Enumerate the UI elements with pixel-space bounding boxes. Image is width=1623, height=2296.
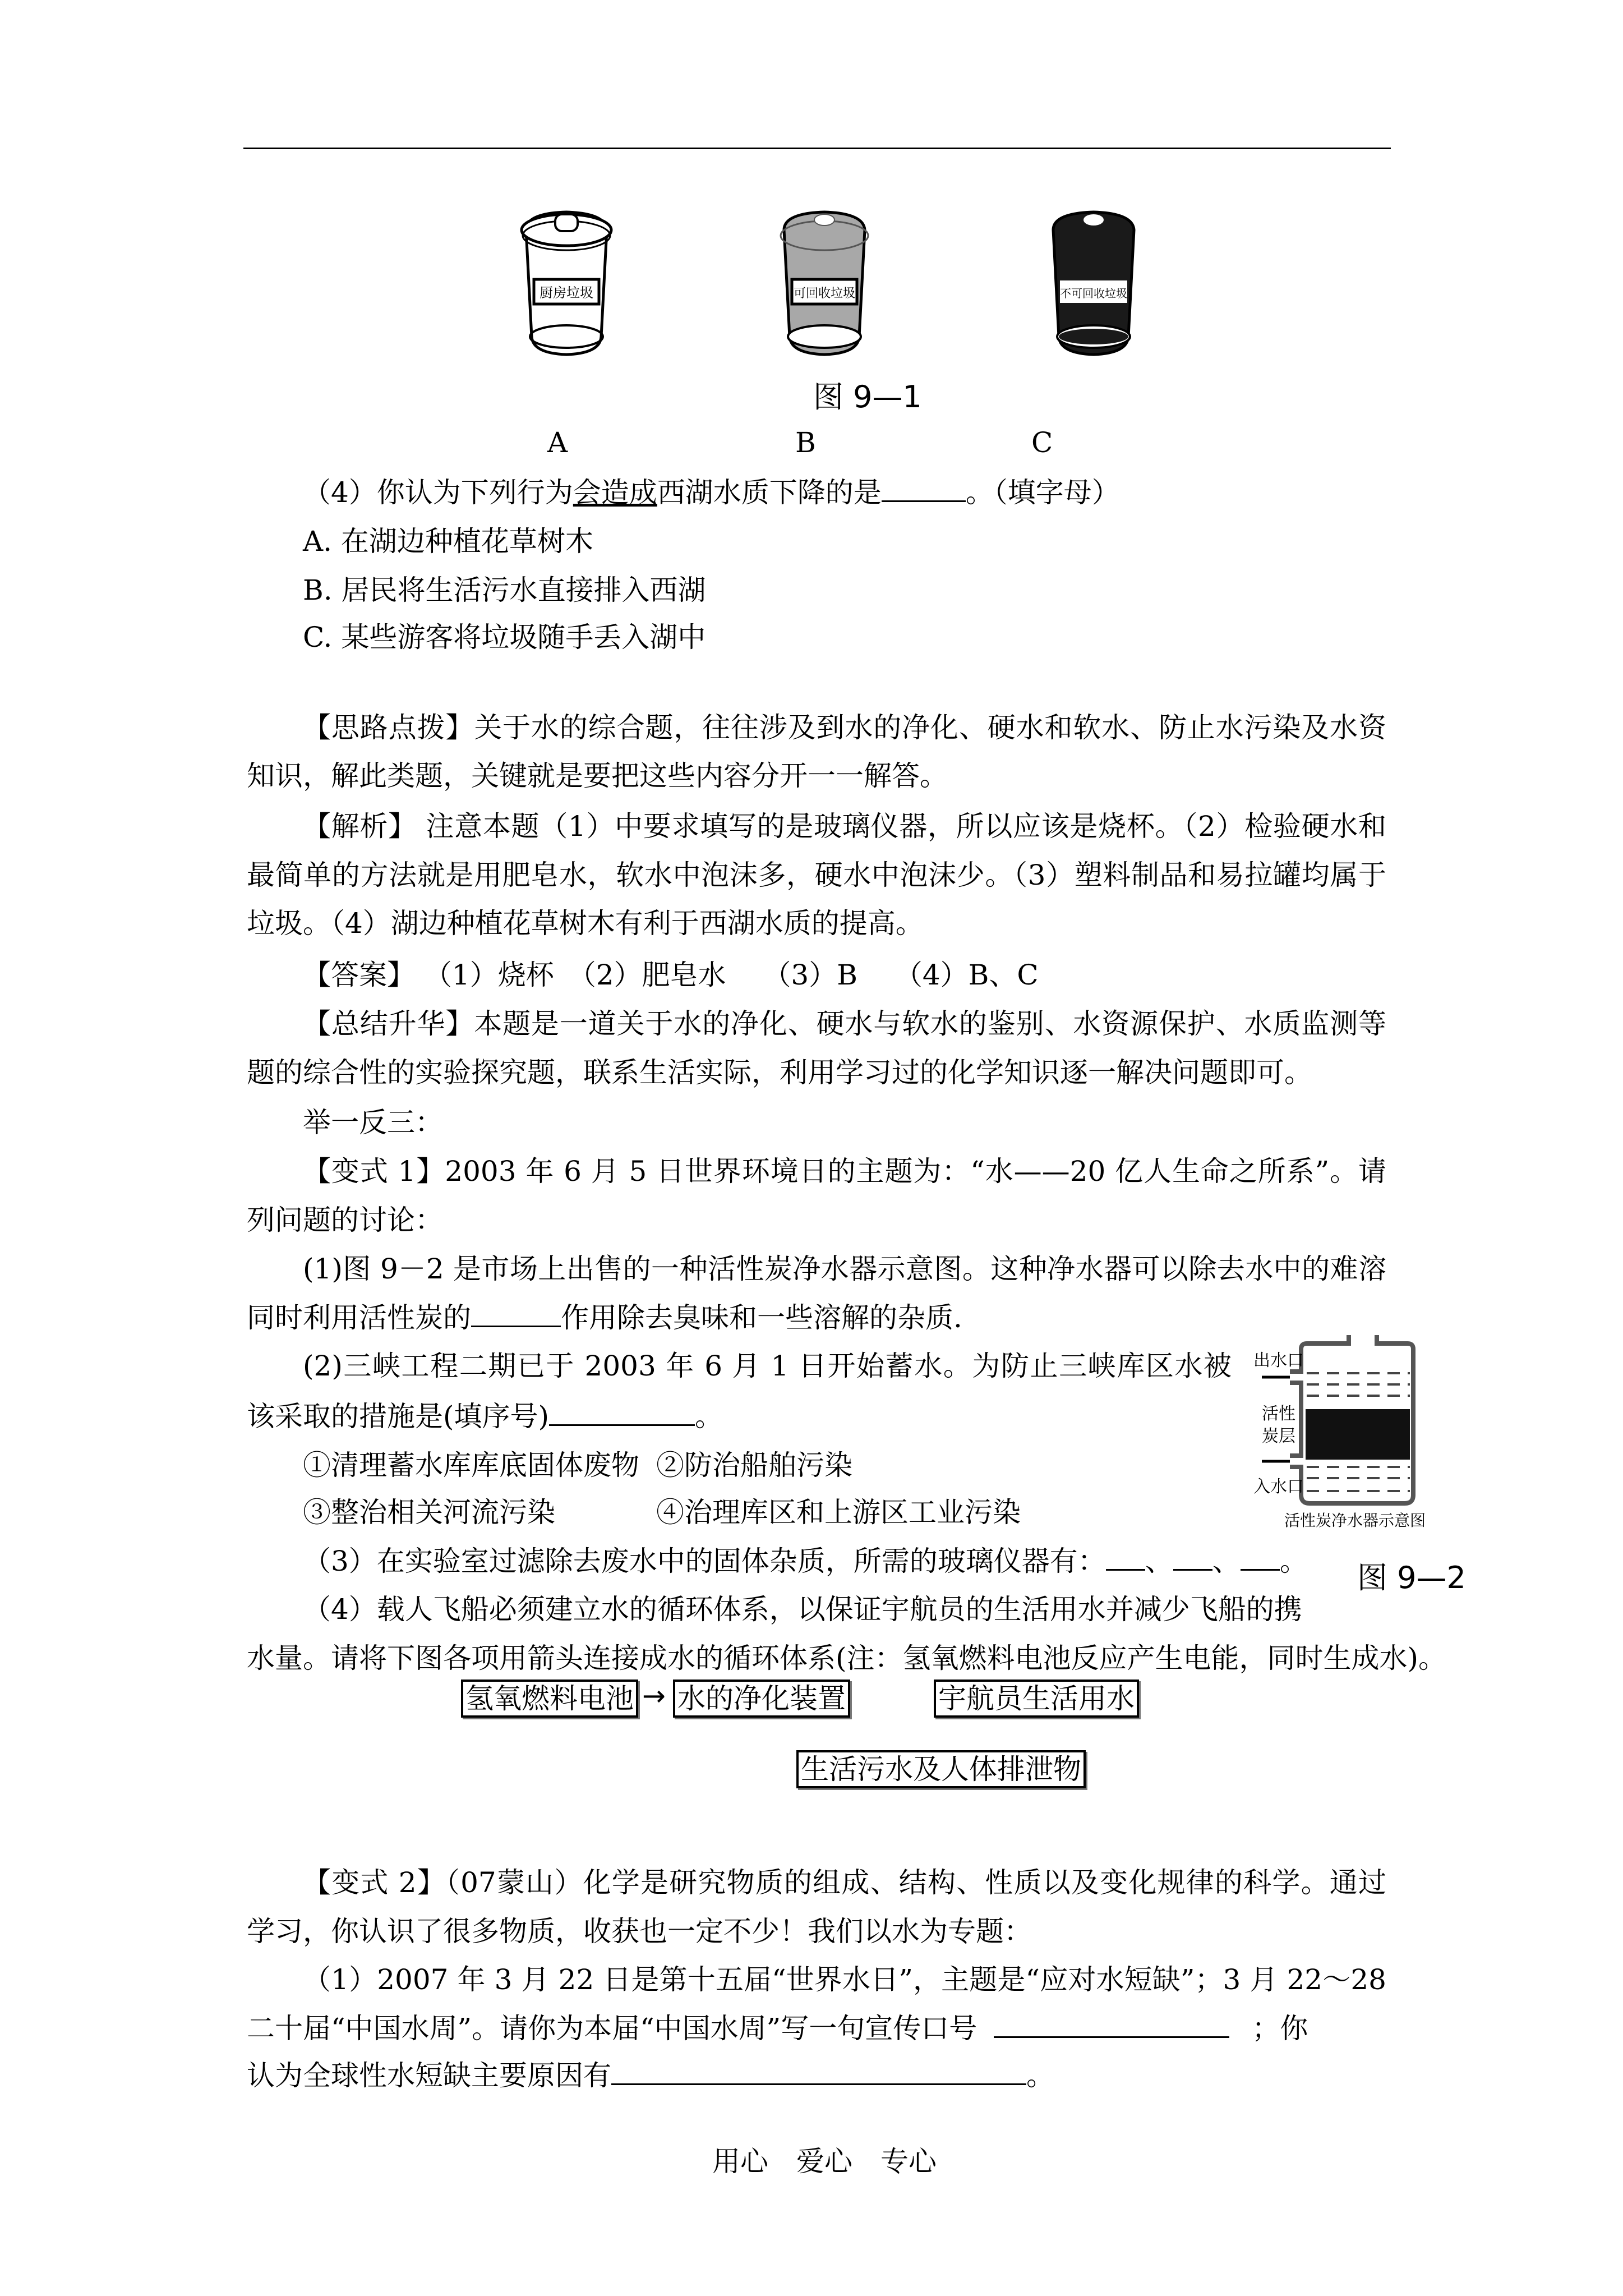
slogan-blank[interactable] [994,2012,1229,2038]
q3-sep: 、 [1145,1545,1173,1577]
variant1-q3 [303,1544,1308,1578]
answer-line: 【答案】 （1）烧杯 （2）肥皂水 （3）B （4）B、C [303,959,1039,991]
variant1-intro: 【变式 1】2003 年 6 月 5 日世界环境日的主题为：“水——20 亿人生命之所系”。请 [303,1155,1386,1188]
bin-letter-c: C [1031,426,1053,459]
answer-blank[interactable] [1106,1544,1145,1571]
practice-heading: 举一反三： [303,1106,443,1139]
measure-4: ④治理库区和上游区工业污染 [656,1496,1021,1529]
carbon-label: 炭层 [1262,1427,1295,1446]
inlet-label: 入水口 [1253,1477,1304,1497]
q2-text: 该采取的措施是(填序号) [247,1400,550,1433]
flow-box-purifier: 水的净化装置 [673,1680,850,1718]
measure-3: ③整治相关河流污染 [303,1496,555,1529]
hint-line: 知识，解此类题，关键就是要把这些内容分开一一解答。 [247,760,948,792]
variant1-q4: 水量。请将下图各项用箭头连接成水的循环体系(注：氢氧燃料电池反应产生电能，同时生成水)。 [247,1642,1447,1674]
q3-sep: 、 [1212,1545,1241,1577]
bin-letter-a: A [547,426,568,459]
answer-blank[interactable] [471,1301,561,1327]
answer-blank[interactable] [882,476,966,502]
analysis-line: 垃圾。（4）湖边种植花草树木有利于西湖水质的提高。 [247,907,924,940]
figure-9-2-caption: 图 9—2 [1357,1560,1466,1595]
analysis-line: 【解析】 注意本题（1）中要求填写的是玻璃仪器，所以应该是烧杯。（2）检验硬水和 [303,810,1386,843]
bin-c-label: 不可回收垃圾 [1060,287,1127,300]
q3-end: 。 [1279,1545,1308,1577]
q1-text: 作用除去臭味和一些溶解的杂质. [561,1301,962,1334]
bin-c-non-recyclable [1053,212,1134,355]
flow-box-fuel-cell: 氢氧燃料电池 [461,1680,638,1718]
q1-text: 认为全球性水短缺主要原因有 [247,2059,611,2092]
variant1-intro: 列问题的讨论： [247,1204,443,1236]
variant1-q1: (1)图 9－2 是市场上出售的一种活性炭净水器示意图。这种净水器可以除去水中的难溶 [303,1253,1386,1285]
figure-9-1-trash-bins [516,202,1223,370]
analysis-line: 最简单的方法就是用肥皂水，软水中泡沫多，硬水中泡沫少。（3）塑料制品和易拉罐均属于 [247,859,1386,891]
bin-letter-b: B [795,426,816,459]
cause-blank[interactable] [611,2059,1026,2085]
bin-a-kitchen-waste [522,212,611,355]
hint-line: 【思路点拨】关于水的综合题，往往涉及到水的净化、硬水和软水、防止水污染及水资 [303,711,1386,744]
purifier-title: 活性炭净水器示意图 [1284,1511,1426,1530]
answer-blank[interactable] [549,1400,695,1426]
question-4 [303,476,1120,509]
variant1-q4: （4）载人飞船必须建立水的循环体系，以保证宇航员的生活用水并减少飞船的携 [303,1593,1302,1626]
variant2-intro: 学习，你认识了很多物质，收获也一定不少！我们以水为专题： [247,1915,1032,1948]
q4-middle: 西湖水质下降的是 [657,476,882,509]
q4-underlined: 会造成 [573,476,657,509]
variant2-q1 [247,2059,1054,2092]
q1-text: ；你 [1252,2012,1308,2045]
flow-box-astronaut-water: 宇航员生活用水 [934,1680,1139,1718]
summary-line: 【总结升华】本题是一道关于水的净化、硬水与软水的鉴别、水资源保护、水质监测等 [303,1007,1386,1040]
variant2-q1: （1）2007 年 3 月 22 日是第十五届“世界水日”，主题是“应对水短缺”；3 月 22～28 [303,1963,1386,1996]
variant2-q1 [247,2012,1308,2045]
variant1-q2: (2)三峡工程二期已于 2003 年 6 月 1 日开始蓄水。为防止三峡库区水被 [303,1350,1232,1382]
measure-2: ②防治船舶污染 [656,1449,852,1481]
option-a: A. 在湖边种植花草树木 [303,525,593,558]
variant1-q1 [247,1301,962,1335]
q1-text: 同时利用活性炭的 [247,1301,471,1334]
variant1-q2 [247,1400,723,1433]
flow-arrow-icon: → [642,1680,666,1712]
answer-blank[interactable] [1173,1544,1212,1571]
q3-text: （3）在实验室过滤除去废水中的固体杂质，所需的玻璃仪器有： [303,1545,1106,1577]
q4-prefix: （4）你认为下列行为 [303,476,573,509]
q1-text: 二十届“中国水周”。请你为本届“中国水周”写一句宣传口号 [247,2012,978,2045]
bin-b-label: 可回收垃圾 [793,287,856,301]
outlet-label: 出水口 [1253,1351,1304,1370]
q1-text: 。 [1026,2059,1054,2092]
measure-1: ①清理蓄水库库底固体废物 [303,1449,639,1481]
figure-9-2-water-purifier [1251,1329,1475,1531]
summary-line: 题的综合性的实验探究题，联系生活实际，利用学习过的化学知识逐一解决问题即可。 [247,1056,1312,1089]
flow-box-waste-water: 生活污水及人体排泄物 [796,1750,1086,1788]
q4-suffix: 。（填字母） [965,476,1120,509]
option-b: B. 居民将生活污水直接排入西湖 [303,574,706,606]
option-c: C. 某些游客将垃圾随手丢入湖中 [303,621,706,654]
variant2-intro: 【变式 2】（07蒙山）化学是研究物质的组成、结构、性质以及变化规律的科学。通过 [303,1866,1386,1899]
figure-9-1-caption: 图 9—1 [813,379,922,415]
bin-b-recyclable [781,212,868,355]
q2-text: 。 [695,1400,723,1433]
header-rule [243,148,1391,149]
carbon-label: 活性 [1262,1404,1295,1424]
answer-blank[interactable] [1241,1544,1280,1571]
page-footer: 用心 爱心 专心 [712,2145,937,2178]
bin-a-label: 厨房垃圾 [540,285,593,301]
